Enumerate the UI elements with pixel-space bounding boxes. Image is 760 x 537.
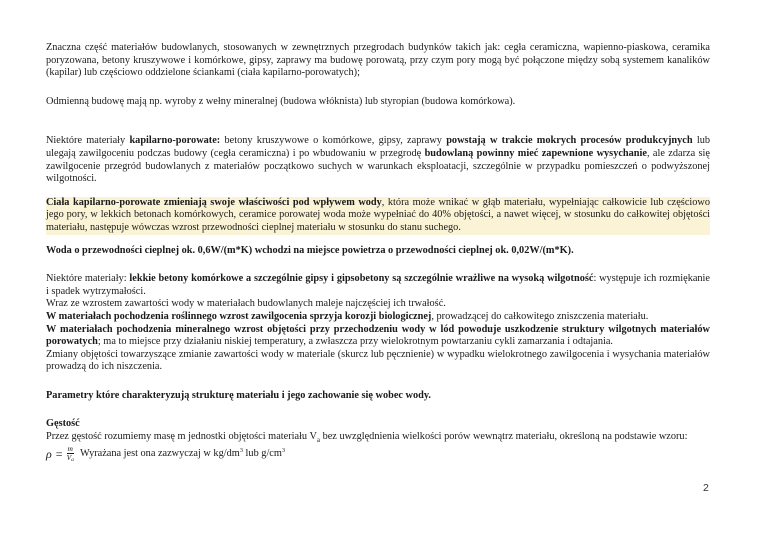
- text-run: Przez gęstość rozumiemy masę m jednostki objętości materiału V: [46, 431, 317, 443]
- bold-capillary: kapilarno-porowate:: [129, 135, 221, 147]
- subscript-a: a: [316, 436, 321, 445]
- formula-den-letter: V: [66, 452, 72, 462]
- formula-denominator: [67, 454, 74, 464]
- bold-properties-change: Ciała kapilarno-porowate zmieniają swoje właściwości pod wpływem wody: [46, 196, 382, 208]
- text-run: lub g/cm: [242, 447, 282, 459]
- document-page: [46, 42, 710, 464]
- paragraph-durability: Wraz ze wzrostem zawartości wody w materiałach budowlanych maleje najczęściej ich trwałość.: [46, 298, 446, 310]
- paragraph-thermal-conductivity: Woda o przewodności cieplnej ok. 0,6W/(m*K) wchodzi na miejsce powietrza o przewodności cieplnej ok. 0,02W/(m*K).: [46, 244, 574, 256]
- text-run: Wyrażana jest ona zazwyczaj w kg/dm: [79, 447, 240, 459]
- density-formula: [46, 445, 710, 464]
- paragraph-density-definition: [46, 431, 710, 444]
- superscript-3: 3: [239, 446, 243, 454]
- paragraph-sensitive-materials: [46, 273, 710, 298]
- paragraph-different-structure: Odmienną budowę mają np. wyroby z wełny mineralnej (budowa włóknista) lub styropian (budowa komórkowa).: [46, 95, 516, 107]
- formula-numerator: m: [67, 443, 73, 453]
- paragraph-capillary-materials: [46, 135, 710, 185]
- bold-wet-processes: powstają w trakcie mokrych procesów produkcyjnych: [446, 135, 693, 147]
- text-run: Niektóre materiały: [46, 135, 130, 147]
- paragraph-parameters: Parametry które charakteryzują strukturę materiału i jego zachowanie się wobec wody.: [46, 389, 432, 401]
- text-run: , prowadzącej do całkowitego zniszczenia materiału.: [431, 310, 649, 322]
- formula-units: [80, 448, 285, 461]
- text-run: : występuje ich rozmiękanie i spadek wytrzymałości.: [46, 273, 710, 297]
- bold-drying: budowlaną powinny mieć zapewnione wysychanie: [424, 147, 647, 159]
- formula-den-sub: a: [71, 456, 74, 463]
- bold-mineral-origin: W materiałach pochodzenia mineralnego wzrost objętości przy przechodzeniu wody w lód powoduje uszkodzenie struktury wilgotnych materiałów porowatych: [46, 323, 710, 348]
- paragraph-porous-materials: Znaczna część materiałów budowlanych, stosowanych w zewnętrznych przegrodach budynków takich jak: cegła ceramiczna, wapienno-piaskowa, ceramika poryzowana, betony kruszywowe i komórkowe, gipsy, zaprawy ma budowę porowatą, przy czym pory mogą być połączone między sobą systemem kanalików (kapilar) lub częściowo oddzielone ściankami (ciała kapilarno-porowatych);: [46, 42, 710, 79]
- bold-sensitive: lekkie betony komórkowe a szczególnie gipsy i gipsobetony są szczególnie wrażliwe na wysoką wilgotność: [129, 273, 594, 285]
- text-run: , która może wnikać w głąb materiału, wypełniając całkowicie lub częściowo jego pory, w lekkich betonach komórkowych, ceramice porowatej woda może wypełniać do 40% objętości, a nawet więcej, w stosunku do całkowitej objętości materiału, następuje wówczas wzrost przewodności cieplnej materiału w stosunku do stanu suchego.: [46, 196, 710, 233]
- text-run: Niektóre materiały:: [46, 273, 130, 285]
- paragraph-biological-corrosion: [46, 311, 710, 324]
- bold-plant-origin: W materiałach pochodzenia roślinnego wzrost zawilgocenia sprzyja korozji biologicznej: [46, 310, 432, 322]
- paragraph-frost-damage: [46, 324, 710, 349]
- section-heading-density: Gęstość: [46, 418, 80, 430]
- text-run: lub ulegają zawilgoceniu podczas budowy (cegła ceramiczna) i po wbudowaniu w przegrodę: [46, 135, 710, 159]
- formula-rho: ρ: [46, 446, 52, 461]
- text-run: ; ma to miejsce przy działaniu niskiej temperatury, a zwłaszcza przy wielokrotnym powtarzaniu cykli zamarzania i odtajania.: [97, 336, 613, 348]
- page-number: 2: [703, 482, 709, 494]
- text-run: bez uwzględnienia wielkości porów wewnątrz materiału, określoną na podstawie wzoru:: [320, 431, 688, 443]
- text-run: , ale zdarza się zawilgocenie przegród budowlanych z materiałów początkowo suchych w warunkach eksploatacji, szczególnie w przypadku pomieszczeń o podwyższonej wilgotności.: [46, 147, 710, 185]
- paragraph-water-properties: [46, 197, 710, 235]
- formula-equals: =: [55, 446, 63, 461]
- superscript-3: 3: [281, 446, 286, 454]
- paragraph-volume-changes: Zmiany objętości towarzyszące zmianie zawartości wody w materiale (skurcz lub pęcznienie) w wypadku wielokrotnego zawilgocenia i wysychania materiałów prowadzą do ich niszczenia.: [46, 348, 710, 373]
- text-run: betony kruszywowe o komórkowe, gipsy, zaprawy: [220, 135, 447, 147]
- formula-fraction: [67, 445, 74, 464]
